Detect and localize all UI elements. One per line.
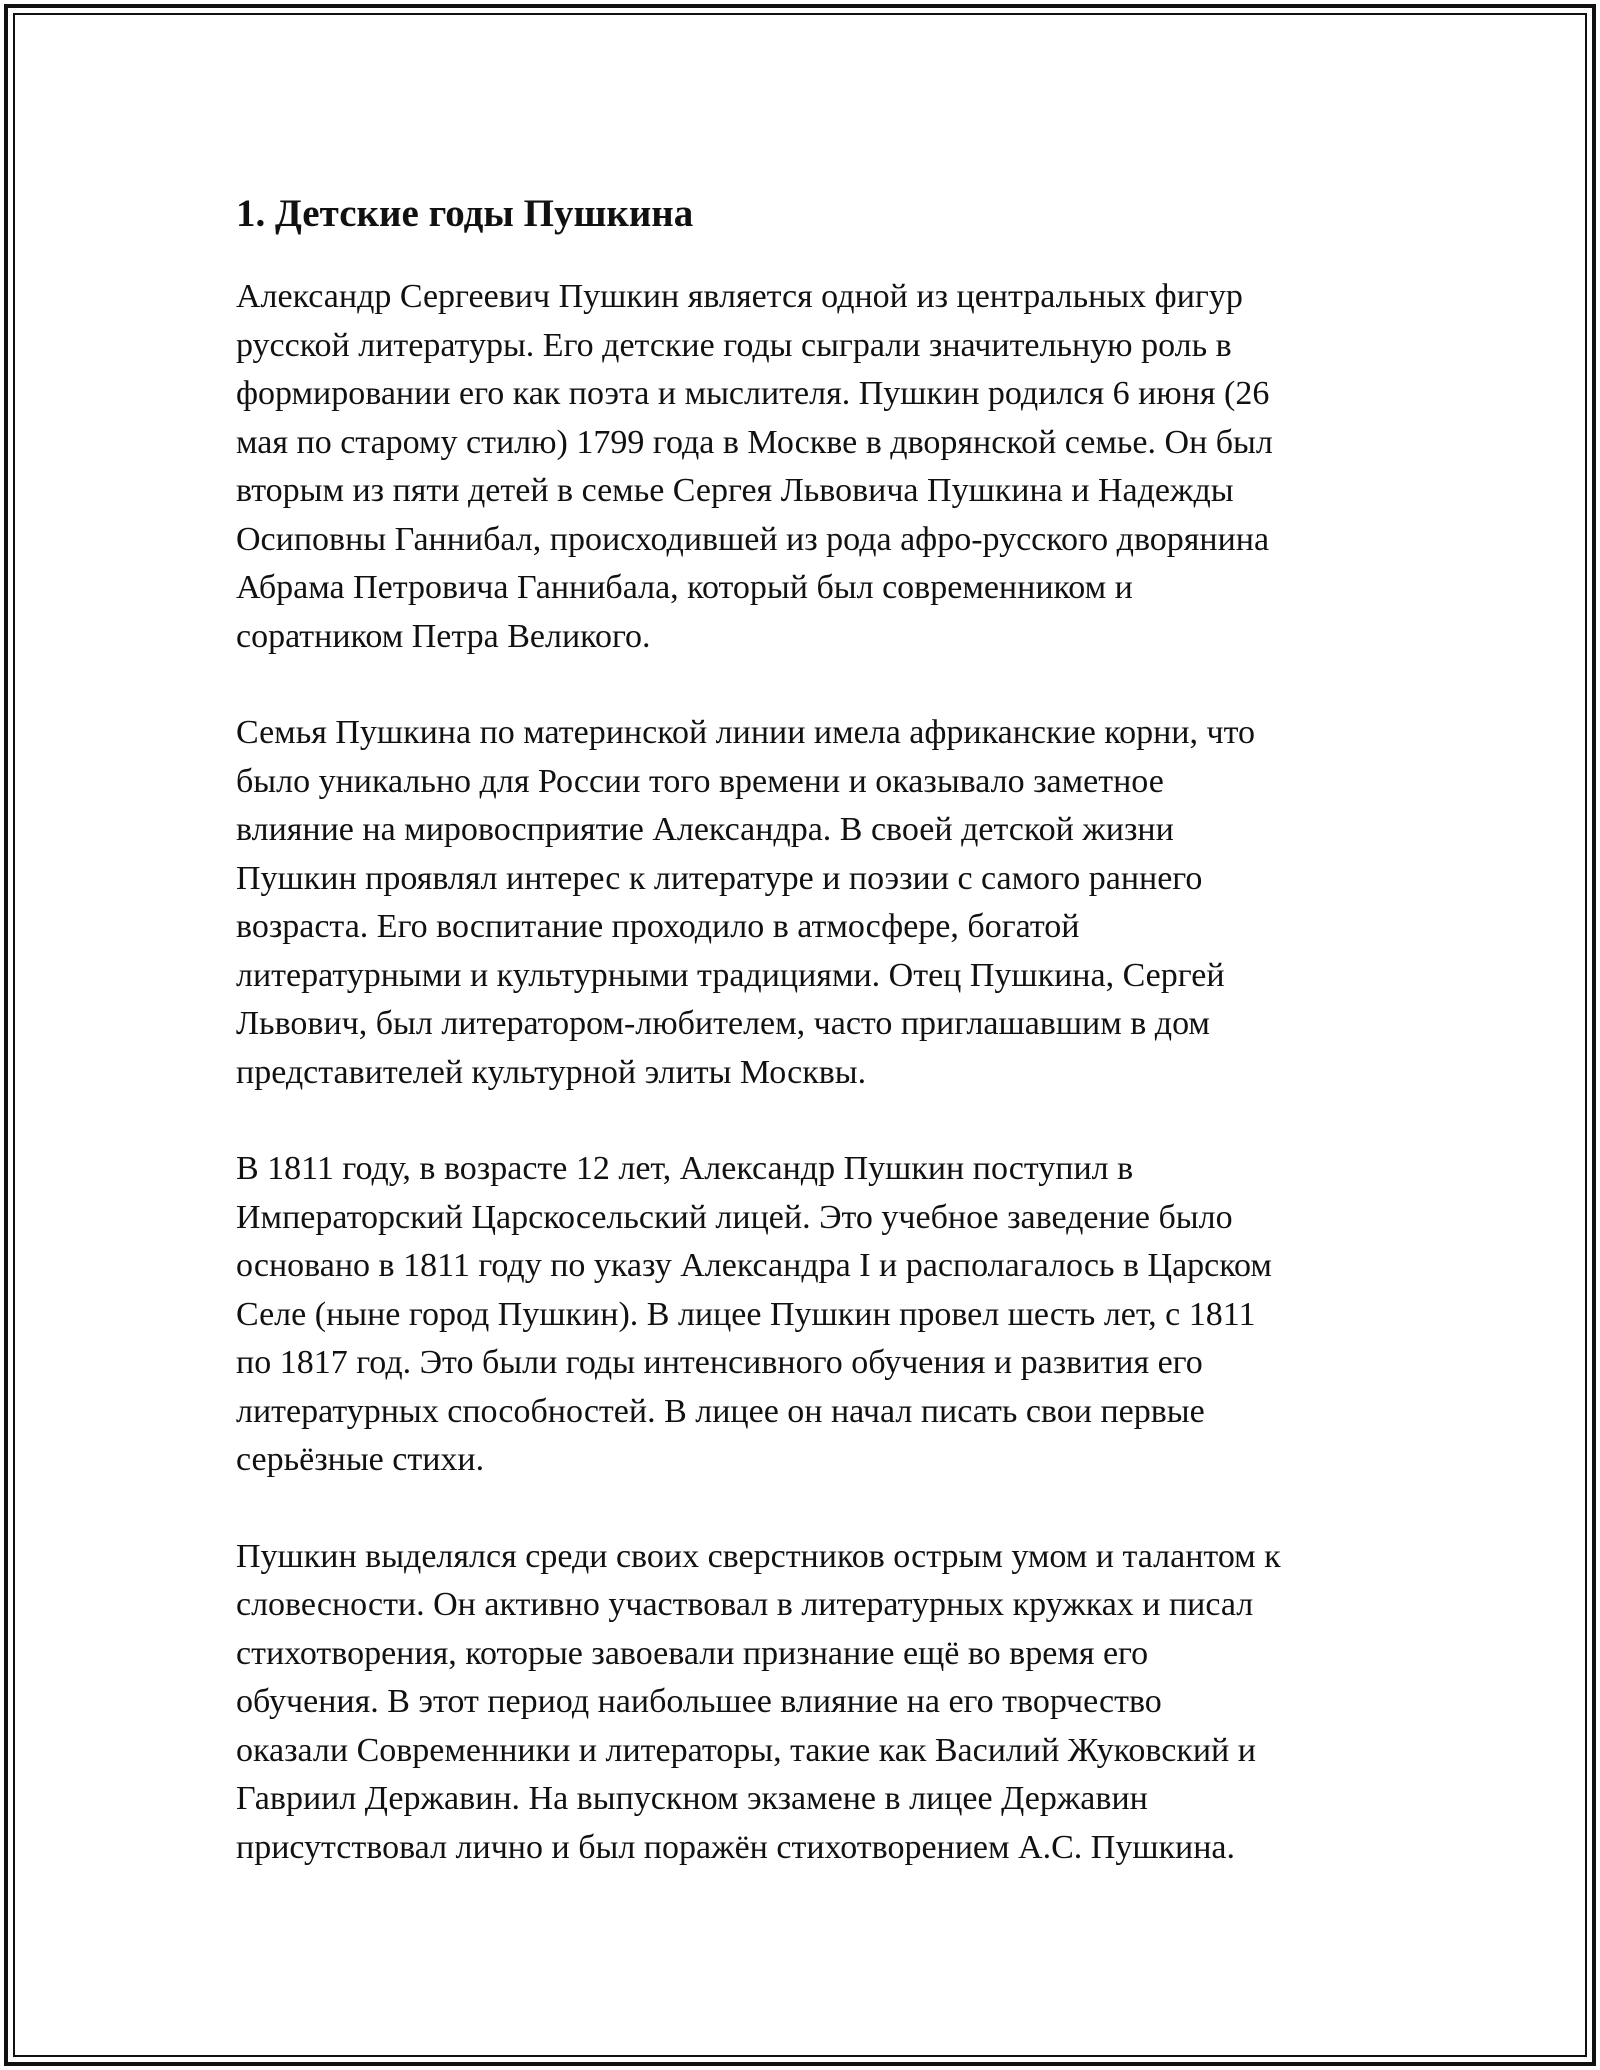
text-line: влияние на мировосприятие Александра. В своей детской жизни: [236, 811, 1174, 848]
text-line: обучения. В этот период наибольшее влияние на его творчество: [236, 1683, 1162, 1720]
text-line: Львович, был литератором-любителем, часто приглашавшим в дом: [236, 1005, 1210, 1042]
text-line: Осиповны Ганнибал, происходившей из рода афро-русского дворянина: [236, 520, 1270, 558]
paragraph-2: [236, 709, 1376, 1097]
text-line: литературными и культурными традициями. Отец Пушкина, Сергей: [236, 956, 1225, 994]
section-heading: 1. Детские годы Пушкина: [236, 192, 694, 235]
text-line: основано в 1811 году по указу Александра I и располагалось в Царском: [236, 1247, 1272, 1284]
text-line: Гавриил Державин. На выпускном экзамене в лицее Державин: [236, 1780, 1148, 1817]
text-line: представителей культурной элиты Москвы.: [236, 1053, 867, 1091]
text-line: было уникально для России того времени и оказывало заметное: [236, 762, 1164, 800]
text-line: присутствовал лично и был поражён стихотворением А.С. Пушкина.: [236, 1828, 1235, 1866]
text-line: мая по старому стилю) 1799 года в Москве в дворянской семье. Он был: [236, 423, 1273, 461]
text-line: Александр Сергеевич Пушкин является одной из центральных фигур: [236, 278, 1243, 315]
paragraph-4: [236, 1533, 1376, 1873]
document-page: [236, 185, 1376, 1920]
text-line: вторым из пяти детей в семье Сергея Львовича Пушкина и Надежды: [236, 472, 1234, 509]
text-line: русской литературы. Его детские годы сыграли значительную роль в: [236, 326, 1232, 364]
text-line: Семья Пушкина по материнской линии имела африканские корни, что: [236, 714, 1255, 751]
paragraph-1: [236, 273, 1376, 661]
text-line: В 1811 году, в возрасте 12 лет, Александр Пушкин поступил в: [236, 1150, 1134, 1187]
text-line: формировании его как поэта и мыслителя. Пушкин родился 6 июня (26: [236, 375, 1270, 412]
text-line: оказали Современники и литераторы, такие как Василий Жуковский и: [236, 1731, 1256, 1769]
text-line: Пушкин проявлял интерес к литературе и поэзии с самого раннего: [236, 859, 1203, 897]
text-line: по 1817 год. Это были годы интенсивного обучения и развития его: [236, 1344, 1203, 1381]
text-line: Абрама Петровича Ганнибала, который был современником и: [236, 569, 1133, 606]
text-line: соратником Петра Великого.: [236, 617, 651, 655]
text-line: Пушкин выделялся среди своих сверстников острым умом и талантом к: [236, 1537, 1281, 1575]
text-line: возраста. Его воспитание проходило в атмосфере, богатой: [236, 908, 1080, 945]
text-line: серьёзные стихи.: [236, 1441, 485, 1478]
text-line: стихотворения, которые завоевали признание ещё во время его: [236, 1634, 1149, 1672]
text-line: литературных способностей. В лицее он начал писать свои первые: [236, 1392, 1205, 1430]
text-line: словесности. Он активно участвовал в литературных кружках и писал: [236, 1586, 1254, 1623]
text-line: Императорский Царскосельский лицей. Это учебное заведение было: [236, 1198, 1233, 1236]
text-line: Селе (ныне город Пушкин). В лицее Пушкин провел шесть лет, с 1811: [236, 1295, 1256, 1333]
paragraph-3: [236, 1145, 1376, 1485]
